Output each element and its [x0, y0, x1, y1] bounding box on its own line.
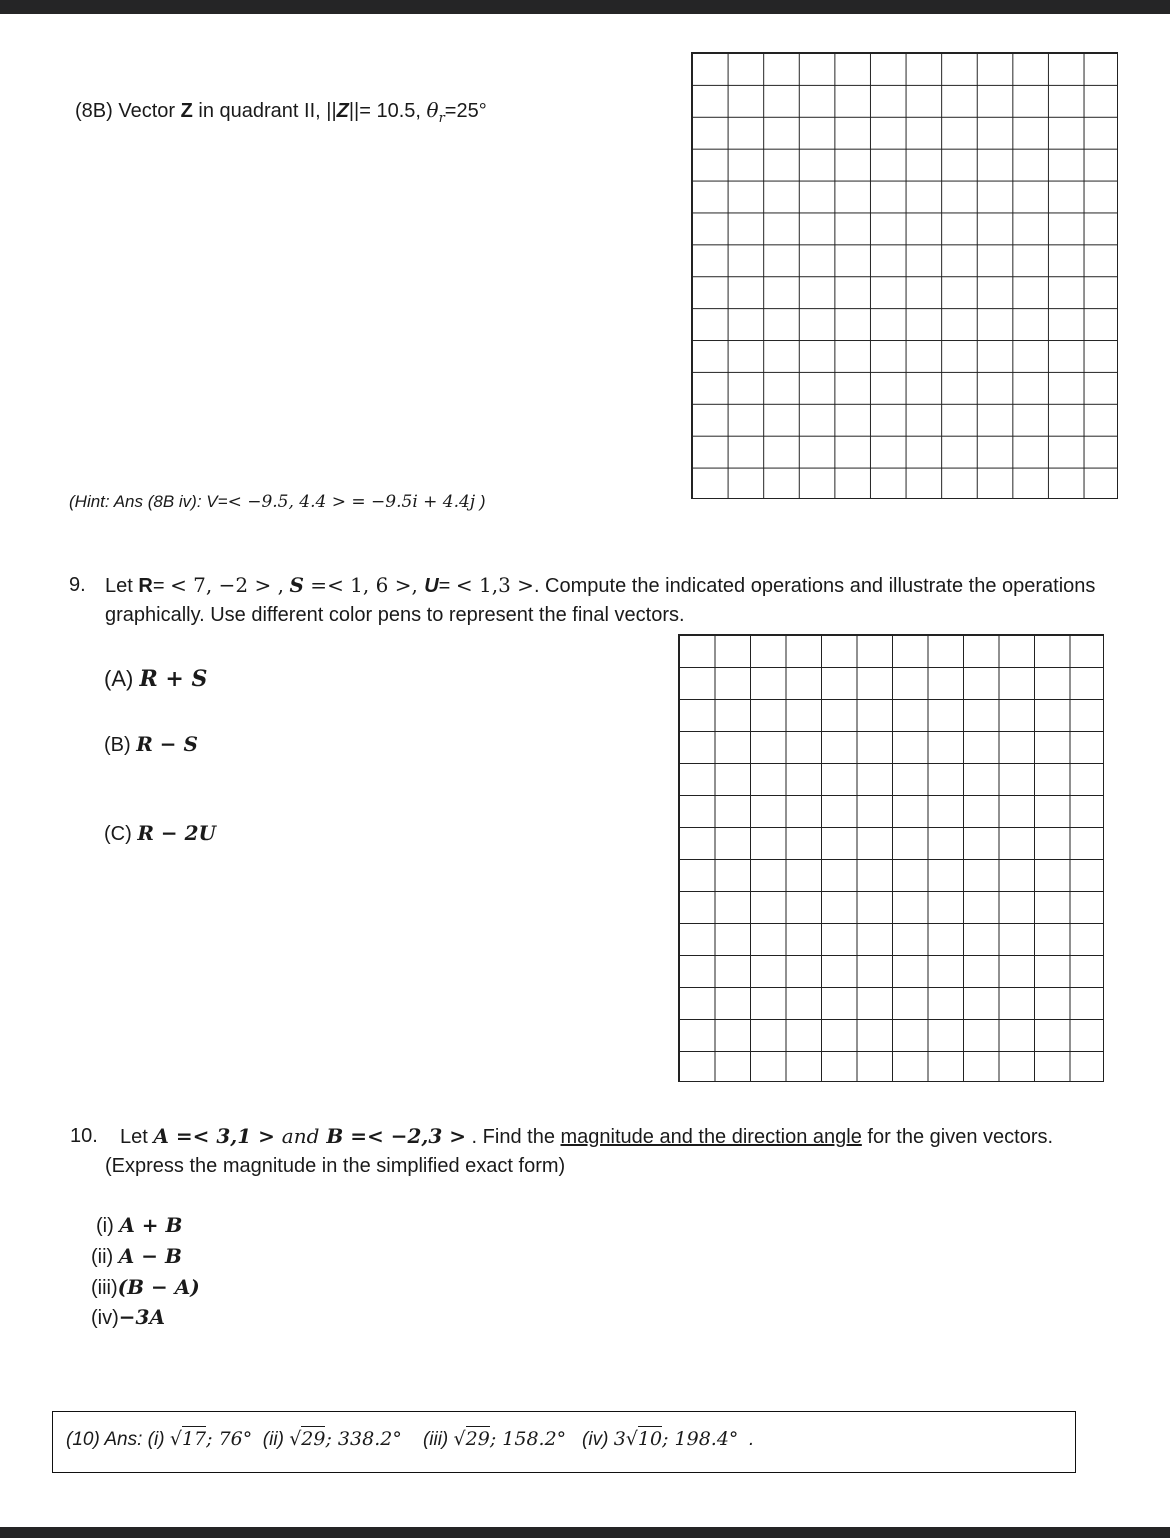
question-8b	[75, 97, 487, 132]
q8b-vector-z: Z	[180, 100, 193, 122]
bottom-dark-bar	[0, 1527, 1170, 1538]
q9-item-c-label: (C)	[104, 823, 138, 845]
q8b-vector-z-norm: Z	[336, 100, 349, 122]
answer-10-row	[66, 1426, 754, 1453]
q9-line2: graphically. Use different color pens to represent the final vectors.	[105, 604, 685, 626]
ans-iv-coef: 3	[613, 1428, 626, 1450]
hint-8b	[69, 489, 486, 515]
q10-part-iii	[91, 1274, 200, 1301]
ans-iii-rest: ; 158.2°	[489, 1428, 567, 1450]
q10-find: . Find the	[466, 1126, 561, 1148]
ans-ii-label: (ii)	[252, 1429, 290, 1450]
q10-part-iii-label: (iii)	[91, 1277, 118, 1299]
q10-part-i-label: (i)	[96, 1215, 120, 1237]
q10-part-iv	[91, 1304, 165, 1331]
q10-part-ii	[91, 1243, 182, 1270]
ans-ii-rest: ; 338.2°	[325, 1428, 402, 1450]
q9-item-c-expr: R − 2U	[137, 821, 216, 845]
q9-item-a-expr: R + S	[139, 666, 208, 692]
q9-item-b-expr: R − S	[136, 732, 198, 756]
q8b-angle: =25°	[444, 100, 487, 122]
q10-rest: for the given vectors.	[861, 1126, 1054, 1148]
ans-iii-rad: 29	[465, 1428, 490, 1450]
q9-U-value: < 1,3 >	[455, 573, 534, 597]
sqrt-sign: √	[453, 1428, 466, 1450]
q9-U: U	[424, 575, 439, 597]
q9-eq3: =	[438, 575, 456, 597]
q8b-label: (8B) Vector	[75, 100, 181, 122]
q9-item-b	[104, 731, 198, 758]
ans-iii-label: (iii)	[401, 1429, 454, 1450]
q9-R: R	[138, 575, 153, 597]
answer-box-10	[52, 1411, 1076, 1473]
hint-suffix: )	[475, 492, 486, 511]
ans-i-rad: 17	[181, 1428, 207, 1450]
sqrt-sign: √	[289, 1428, 302, 1450]
q8b-text-mid: in quadrant II, ||	[192, 100, 337, 122]
q9-item-c	[104, 820, 216, 847]
q10-part-ii-expr: A − B	[118, 1244, 182, 1268]
q9-number: 9.	[69, 574, 86, 596]
q9-line1-rest: . Compute the indicated operations and illustrate the operations	[533, 575, 1096, 597]
ans-iv-rad: 10	[637, 1428, 663, 1450]
q9-R-value: < 7, −2 > ,	[170, 573, 284, 597]
sqrt-sign: √	[169, 1428, 182, 1450]
q9-item-a	[104, 666, 207, 692]
top-dark-bar	[0, 0, 1170, 14]
q9-S: S	[289, 573, 304, 597]
ans-prefix: (10) Ans: (i)	[66, 1429, 170, 1450]
q10-and: and	[281, 1124, 320, 1148]
q10-line2: (Express the magnitude in the simplified exact form)	[105, 1155, 566, 1177]
q10-let: Let	[120, 1126, 154, 1148]
q10-part-iii-expr: (B − A)	[117, 1275, 200, 1299]
sqrt-sign: √	[625, 1428, 638, 1450]
ans-end: .	[738, 1429, 755, 1450]
graph-grid-9	[678, 634, 1104, 1082]
q10-B-def: B =< −2,3 >	[319, 1124, 466, 1148]
ans-ii-rad: 29	[301, 1428, 326, 1450]
ans-i-rest: ; 76°	[206, 1428, 253, 1450]
q10-part-ii-label: (ii)	[91, 1246, 119, 1268]
ans-iv-label: (iv)	[566, 1429, 614, 1450]
q10-part-iv-label: (iv)	[91, 1307, 119, 1329]
q9-item-b-label: (B)	[104, 734, 137, 756]
q8b-theta: θ	[426, 98, 439, 122]
ans-iv-rest: ; 198.4°	[662, 1428, 739, 1450]
q9-line1	[105, 572, 1095, 599]
q10-underlined: magnitude and the direction angle	[560, 1126, 862, 1148]
hint-prefix: (Hint: Ans (8B iv): V=	[69, 492, 228, 511]
q10-A-def: A =< 3,1 >	[153, 1124, 282, 1148]
q9-let: Let	[105, 575, 139, 597]
q8b-magnitude: ||= 10.5,	[348, 100, 427, 122]
q10-part-i-expr: A + B	[119, 1213, 183, 1237]
q9-item-a-label: (A)	[104, 666, 140, 691]
graph-grid-8b	[691, 52, 1118, 499]
q10-line1	[120, 1123, 1053, 1150]
hint-math: < −9.5, 4.4 > = −9.5i + 4.4j	[227, 492, 476, 512]
q9-eq1: =	[152, 575, 171, 597]
q10-part-iv-expr: −3A	[118, 1305, 165, 1329]
q9-S-value: =< 1, 6 >,	[303, 573, 425, 597]
q8b-theta-sub: r	[438, 111, 445, 126]
q10-part-i	[96, 1212, 182, 1239]
q10-number: 10.	[70, 1125, 98, 1147]
